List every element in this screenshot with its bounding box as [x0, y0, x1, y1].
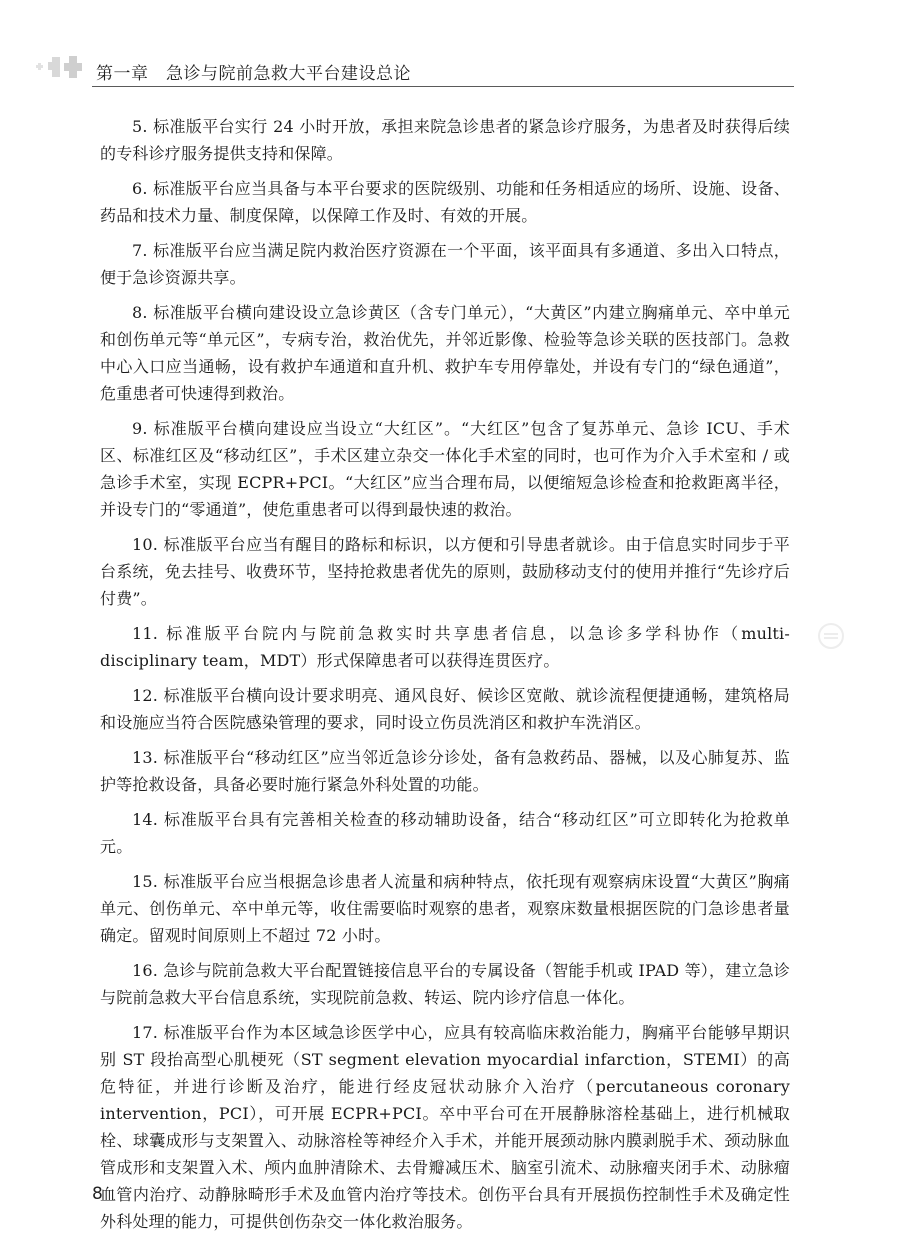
paragraph-17: 17. 标准版平台作为本区域急诊医学中心，应具有较高临床救治能力，胸痛平台能够早期识别 ST 段抬高型心肌梗死（ST segment elevation myocardial infarction，STEMI）的高危特征，并进行诊断及治疗，能进行经皮冠状动脉介入治疗（percutaneous coronary intervention，PCI），可开展 ECPR+PCI。卒中平台可在开展静脉溶栓基础上，进行机械取栓、球囊成形与支架置入、动脉溶栓等神经介入手术，并能开展颈动脉内膜剥脱手术、颈动脉血管成形和支架置入术、颅内血肿清除术、去骨瓣减压术、脑室引流术、动脉瘤夹闭手术、动脉瘤血管内治疗、动静脉畸形手术及血管内治疗等技术。创伤平台具有开展损伤控制性手术及确定性外科处理的能力，可提供创伤杂交一体化救治服务。	[100, 1023, 790, 1231]
page-number: 8	[92, 1184, 103, 1204]
paragraph-5: 5. 标准版平台实行 24 小时开放，承担来院急诊患者的紧急诊疗服务，为患者及时获得后续的专科诊疗服务提供支持和保障。	[100, 117, 790, 163]
page-header	[0, 0, 900, 90]
cross-plus-decoration-icon	[28, 52, 98, 82]
paragraph-12: 12. 标准版平台横向设计要求明亮、通风良好、候诊区宽敞、就诊流程便捷通畅，建筑格局和设施应当符合医院感染管理的要求，同时设立伤员洗消区和救护车洗消区。	[100, 686, 790, 732]
paragraph-14: 14. 标准版平台具有完善相关检查的移动辅助设备，结合“移动红区”可立即转化为抢救单元。	[100, 810, 790, 856]
paragraph-9: 9. 标准版平台横向建设应当设立“大红区”。“大红区”包含了复苏单元、急诊 ICU、手术区、标准红区及“移动红区”，手术区建立杂交一体化手术室的同时，也可作为介入手术室和 / 或急诊手术室，实现 ECPR+PCI。“大红区”应当合理布局，以便缩短急诊检查和抢救距离半径，并设专门的“零通道”，使危重患者可以得到最快速的救治。	[100, 419, 790, 519]
paragraph-6: 6. 标准版平台应当具备与本平台要求的医院级别、功能和任务相适应的场所、设施、设备、药品和技术力量、制度保障，以保障工作及时、有效的开展。	[100, 179, 790, 225]
chapter-title: 第一章 急诊与院前急救大平台建设总论	[96, 64, 411, 84]
header-divider	[92, 86, 794, 87]
paragraph-13: 13. 标准版平台“移动红区”应当邻近急诊分诊处，备有急救药品、器械，以及心肺复苏、监护等抢救设备，具备必要时施行紧急外科处置的功能。	[100, 748, 790, 794]
body-text	[100, 113, 790, 1243]
paragraph-10: 10. 标准版平台应当有醒目的路标和标识，以方便和引导患者就诊。由于信息实时同步于平台系统，免去挂号、收费环节，坚持抢救患者优先的原则，鼓励移动支付的使用并推行“先诊疗后付费”。	[100, 535, 790, 608]
paragraph-11: 11. 标准版平台院内与院前急救实时共享患者信息，以急诊多学科协作（multi-disciplinary team，MDT）形式保障患者可以获得连贯医疗。	[100, 624, 790, 670]
paragraph-16: 16. 急诊与院前急救大平台配置链接信息平台的专属设备（智能手机或 IPAD 等），建立急诊与院前急救大平台信息系统，实现院前急救、转运、院内诊疗信息一体化。	[100, 961, 790, 1007]
paragraph-15: 15. 标准版平台应当根据急诊患者人流量和病种特点，依托现有观察病床设置“大黄区”胸痛单元、创伤单元、卒中单元等，收住需要临时观察的患者，观察床数量根据医院的门急诊患者量确定。留观时间原则上不超过 72 小时。	[100, 872, 790, 945]
paragraph-7: 7. 标准版平台应当满足院内救治医疗资源在一个平面，该平面具有多通道、多出入口特点，便于急诊资源共享。	[100, 241, 790, 287]
paragraph-8: 8. 标准版平台横向建设设立急诊黄区（含专门单元），“大黄区”内建立胸痛单元、卒中单元和创伤单元等“单元区”，专病专治，救治优先，并邻近影像、检验等急诊关联的医技部门。急救中心入口应当通畅，设有救护车通道和直升机、救护车专用停靠处，并设有专门的“绿色通道”，危重患者可快速得到救治。	[100, 303, 790, 403]
faint-watermark-icon	[816, 621, 846, 651]
